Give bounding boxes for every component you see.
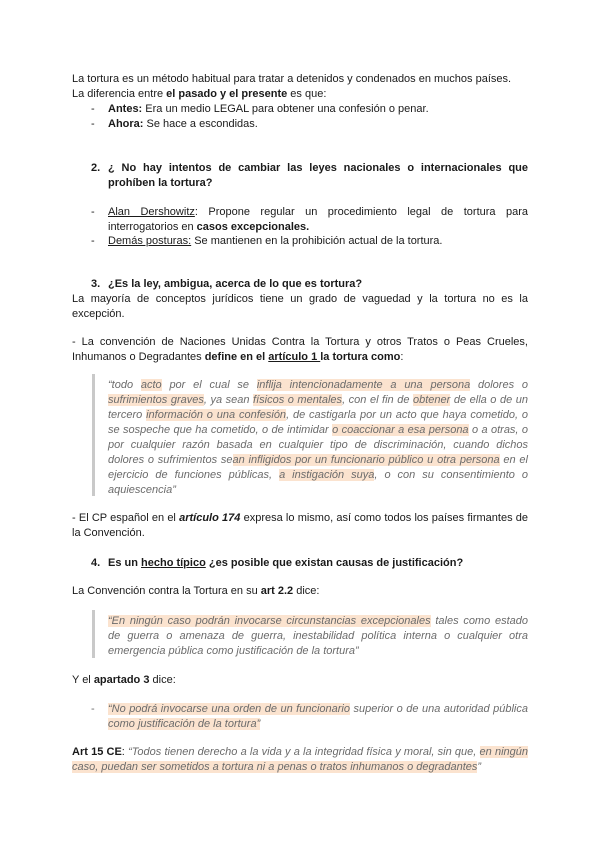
bullet-label: Ahora:: [108, 118, 144, 130]
bullet-marker: -: [91, 118, 95, 130]
para-text: :: [121, 746, 129, 758]
bullet-label: Demás posturas:: [108, 235, 192, 247]
highlight: en ningún caso, puedan ser sometidos a tortura ni a penas o tratos inhumanos o degradantes: [72, 746, 528, 773]
bullet-bold: casos excepcionales.: [196, 221, 310, 233]
para-text: Y el: [72, 674, 94, 686]
quote-text: tales como estado de guerra o amenaza de guerra, inestabilidad política interna o cualquier otra emergencia pública como justificación de la tortura”: [108, 615, 528, 657]
highlight: inflija intencionadamente a una persona: [256, 379, 471, 391]
quote-text: ”: [477, 761, 482, 773]
quote-text: en el ejercicio de funciones públicas,: [108, 454, 528, 481]
bullet-demas: [108, 234, 528, 249]
bullet-label: Antes:: [108, 103, 143, 115]
quote-text: , con el fin de: [342, 394, 413, 406]
section-4-intro: [72, 584, 528, 599]
para-text: :: [400, 351, 404, 363]
section-4-number: 4.: [91, 557, 101, 569]
intro-line-1: [72, 72, 528, 87]
quote-apartado-3: [108, 702, 528, 732]
para-text: dice:: [293, 585, 320, 597]
para-text: dice:: [149, 674, 176, 686]
para-bold: define en el: [204, 351, 269, 363]
art15-label: Art 15 CE: [72, 746, 122, 758]
quote-text: “Todos tienen derecho a la vida y a la integridad física y moral, sin que,: [128, 746, 480, 758]
apartado-3: apartado 3: [93, 674, 150, 686]
highlight: an infligidos por un funcionario público u otra persona: [232, 454, 500, 466]
quote-text: o a otras, o por cualquier razón basada en cualquier tipo de discriminación, cuando dichos dolores o sufrimientos se: [108, 424, 528, 466]
para-bold: la tortura como: [320, 351, 401, 363]
section-3-para-3: [72, 511, 528, 541]
section-3-para-2: [72, 335, 528, 365]
author-name: Alan Dershowitz: [108, 206, 195, 218]
article-2-2: art 2.2: [260, 585, 294, 597]
intro-bold: el pasado y el presente: [166, 88, 288, 100]
section-3-number: 3.: [91, 278, 101, 290]
highlight: sufrimientos graves: [108, 394, 204, 406]
intro-text: La diferencia entre: [72, 88, 167, 100]
quote-text: , o con su consentimiento o aquiescencia”: [108, 469, 528, 496]
para-text: - La convención de Naciones Unidas Contra la Tortura y otros Tratos o Peas Crueles, Inhumanos o Degradantes: [72, 336, 528, 363]
intro-text: es que:: [287, 88, 327, 100]
article-174: artículo 174: [179, 512, 241, 524]
section-2-number: 2.: [91, 162, 101, 174]
quote-article-1: [108, 378, 528, 498]
para-text: - El CP español en el: [72, 512, 180, 524]
quote-text: dolores o: [470, 379, 528, 391]
bullet-marker: -: [91, 103, 95, 115]
section-3-heading: ¿Es la ley, ambigua, acerca de lo que es tortura?: [108, 278, 363, 290]
bullet-dershowitz: [108, 205, 528, 235]
article-15-ce: [72, 745, 528, 775]
heading-text: Es un: [108, 557, 142, 569]
bullet-text: Se hace a escondidas.: [143, 118, 258, 130]
para-text: expresa lo mismo, así como todos los países firmantes de la Convención.: [72, 512, 529, 539]
quote-text: , ya sean: [203, 394, 254, 406]
intro-line-2: [72, 87, 528, 102]
bullet-antes: [108, 102, 528, 117]
highlight: como justificación de la tortura”: [108, 718, 261, 730]
quote-text: por el cual se: [161, 379, 257, 391]
highlight: “En ningún caso podrán invocarse circunstancias excepcionales: [108, 615, 431, 627]
highlight: acto: [140, 379, 162, 391]
bullet-ahora: [108, 117, 528, 132]
section-4-heading: [108, 556, 528, 571]
quote-text: “todo: [108, 379, 141, 391]
bullet-marker: -: [91, 703, 95, 715]
para-text: La Convención contra la Tortura en su: [72, 585, 261, 597]
bullet-text: : Propone regular un procedimiento legal de tortura para interrogatorios en: [108, 206, 528, 233]
section-2-heading: ¿ No hay intentos de cambiar las leyes nacionales o internacionales que prohíben la tortura?: [108, 162, 528, 189]
bullet-marker: -: [91, 206, 95, 218]
highlight: obtener: [413, 394, 451, 406]
bullet-marker: -: [91, 235, 95, 247]
quote-bar: [92, 610, 95, 658]
quote-text: de ella o de un tercero: [108, 394, 528, 421]
heading-underlined: hecho típico: [141, 557, 206, 569]
section-3-para-1: La mayoría de conceptos jurídicos tiene un grado de vaguedad y la tortura no es la excepción.: [72, 293, 528, 320]
highlight: físicos o mentales: [253, 394, 343, 406]
highlight: o coaccionar a esa persona: [332, 424, 469, 436]
bullet-text: Se mantienen en la prohibición actual de la tortura.: [191, 235, 443, 247]
quote-text: , de castigarla por un acto que haya cometido, o se sospeche que ha cometido, o de intimidar: [108, 409, 528, 436]
intro-text: La tortura es un método habitual para tratar a detenidos y condenados en muchos países.: [72, 73, 512, 85]
article-reference: artículo 1: [268, 351, 321, 363]
heading-text: ¿es posible que existan causas de justificación?: [205, 557, 464, 569]
highlight: a instigación suya: [279, 469, 375, 481]
apartado-line: [72, 673, 528, 688]
quote-text: superior o de una autoridad pública: [350, 703, 528, 715]
highlight: “No podrá invocarse una orden de un funcionario: [108, 703, 350, 715]
quote-bar: [92, 374, 95, 496]
quote-article-2-2: [108, 614, 528, 659]
highlight: información o una confesión: [146, 409, 287, 421]
bullet-text: Era un medio LEGAL para obtener una confesión o penar.: [142, 103, 429, 115]
